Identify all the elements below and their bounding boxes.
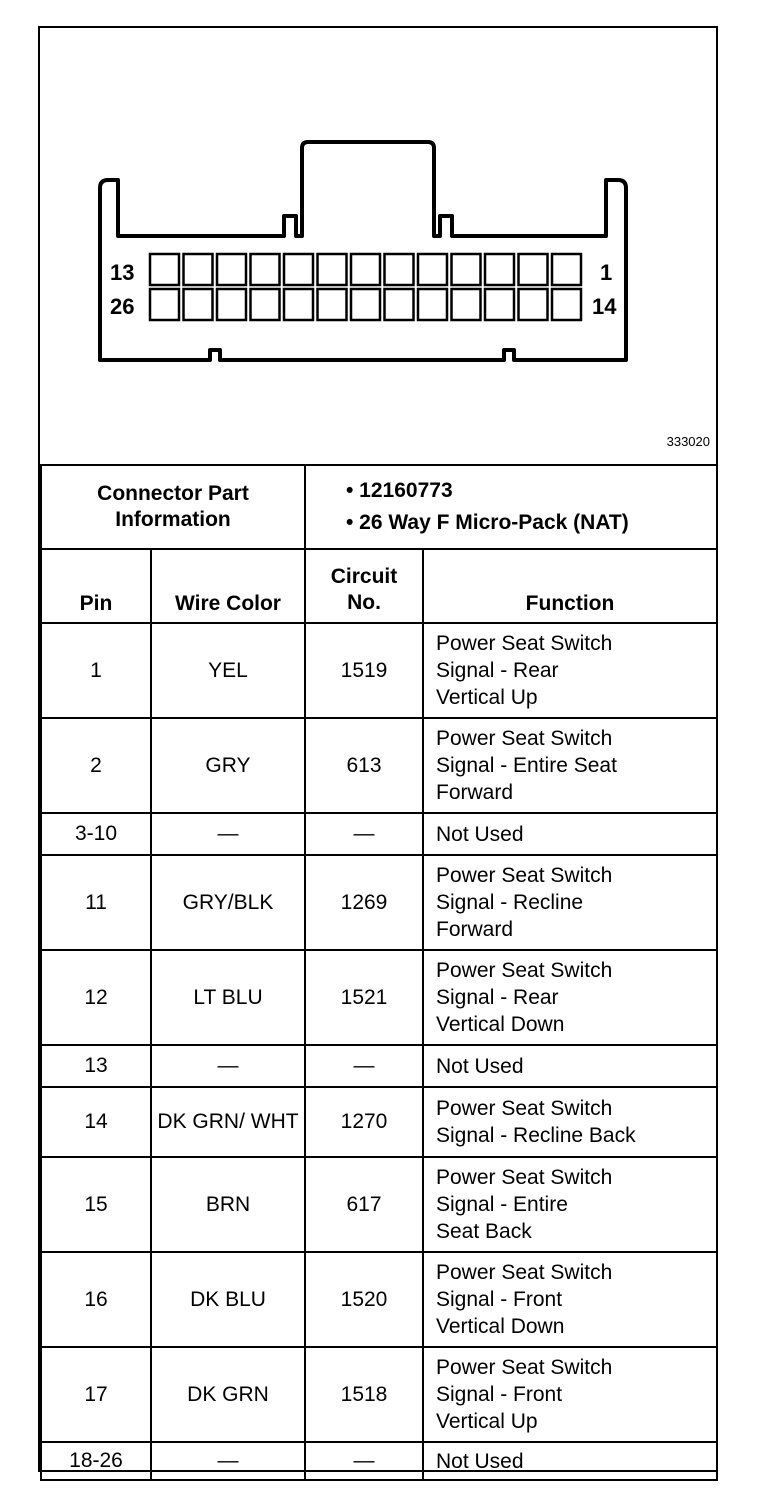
part-number: • 12160773	[346, 479, 453, 502]
wire-color-cell: —	[151, 1442, 305, 1480]
pin-cell: 2	[41, 718, 151, 813]
wire-color-cell: BRN	[151, 1157, 305, 1252]
function-line: Seat Back	[436, 1220, 532, 1243]
pinout-table	[40, 464, 718, 1481]
function-line: Vertical Down	[436, 1315, 565, 1338]
table-row	[41, 813, 717, 855]
function-cell	[423, 1087, 717, 1157]
circuit-cell: —	[305, 1045, 423, 1087]
function-line: Vertical Up	[436, 686, 538, 709]
pin-cavity	[385, 254, 414, 285]
function-cell	[423, 718, 717, 813]
wire-color-cell: LT BLU	[151, 950, 305, 1045]
pin-cavity	[452, 254, 481, 285]
pin-cell: 3-10	[41, 813, 151, 855]
pin-label-14: 14	[592, 294, 617, 319]
function-line: Not Used	[436, 822, 524, 846]
pin-cavity	[519, 254, 548, 285]
table-header	[41, 549, 717, 623]
figure-number: 333020	[666, 434, 710, 449]
function-cell	[423, 623, 717, 718]
function-cell	[423, 950, 717, 1045]
pin-cell: 11	[41, 855, 151, 950]
function-line: Vertical Down	[436, 1013, 565, 1036]
circuit-cell: 1519	[305, 623, 423, 718]
pin-cell: 1	[41, 623, 151, 718]
pin-cavity	[552, 254, 581, 285]
wire-color-cell: YEL	[151, 623, 305, 718]
part-info-label: Connector Part Information	[41, 465, 305, 549]
circuit-cell: 1270	[305, 1087, 423, 1157]
function-line: Signal - Rear	[436, 659, 559, 682]
circuit-cell: —	[305, 1442, 423, 1480]
function-line: Not Used	[436, 1449, 524, 1473]
function-cell	[423, 1045, 717, 1087]
circuit-cell: 1269	[305, 855, 423, 950]
function-line: Power Seat Switch	[436, 1166, 613, 1189]
pin-cavity	[385, 289, 414, 320]
connector-outline	[100, 142, 626, 360]
wire-color-cell: DK GRN/ WHT	[151, 1087, 305, 1157]
function-line: Signal - Front	[436, 1288, 563, 1311]
function-line: Signal - Recline	[436, 891, 584, 914]
function-line: Forward	[436, 781, 514, 804]
table-row	[41, 1252, 717, 1347]
function-line: Vertical Up	[436, 1410, 538, 1433]
pin-cavity	[418, 254, 447, 285]
pin-cavity	[284, 289, 313, 320]
function-cell	[423, 1157, 717, 1252]
pin-cavity	[184, 289, 213, 320]
pin-cavity	[351, 289, 380, 320]
circuit-cell: 1518	[305, 1347, 423, 1442]
pin-label-13: 13	[110, 260, 135, 285]
function-line: Power Seat Switch	[436, 632, 613, 655]
pin-cavity	[150, 254, 179, 285]
function-line: Power Seat Switch	[436, 864, 613, 887]
function-line: Power Seat Switch	[436, 727, 613, 750]
function-line: Signal - Entire Seat	[436, 754, 617, 777]
pin-label-26: 26	[110, 294, 135, 319]
function-line: Signal - Front	[436, 1383, 563, 1406]
function-cell	[423, 813, 717, 855]
pin-cavity	[251, 254, 280, 285]
circuit-cell: 613	[305, 718, 423, 813]
header-circuit: Circuit No.	[305, 549, 423, 623]
function-cell	[423, 1442, 717, 1480]
function-line: Power Seat Switch	[436, 1356, 613, 1379]
connector-sheet	[38, 26, 718, 1472]
pin-cavity	[485, 254, 514, 285]
table-row	[41, 855, 717, 950]
pin-cavity	[251, 289, 280, 320]
pin-cavity	[318, 289, 347, 320]
function-line: Signal - Rear	[436, 986, 559, 1009]
header-pin: Pin	[41, 549, 151, 623]
part-info	[305, 465, 717, 549]
table-row	[41, 1087, 717, 1157]
table-row	[41, 1347, 717, 1442]
pin-cell: 13	[41, 1045, 151, 1087]
function-cell	[423, 1252, 717, 1347]
pin-cavity	[452, 289, 481, 320]
function-line: Not Used	[436, 1054, 524, 1078]
pin-cavity	[217, 254, 246, 285]
table-row	[41, 1045, 717, 1087]
wire-color-cell: GRY/BLK	[151, 855, 305, 950]
circuit-cell: 1521	[305, 950, 423, 1045]
header-wire-color: Wire Color	[151, 549, 305, 623]
pin-cavity	[418, 289, 447, 320]
wire-color-cell: —	[151, 813, 305, 855]
table-row	[41, 1442, 717, 1480]
part-info-row	[41, 465, 717, 549]
pin-cavity	[318, 254, 347, 285]
connector-type: • 26 Way F Micro-Pack (NAT)	[346, 511, 629, 534]
circuit-cell: 617	[305, 1157, 423, 1252]
function-line: Power Seat Switch	[436, 1097, 613, 1120]
pin-cell: 17	[41, 1347, 151, 1442]
circuit-cell: —	[305, 813, 423, 855]
pin-cavity	[284, 254, 313, 285]
function-line: Signal - Recline Back	[436, 1124, 636, 1147]
function-line: Power Seat Switch	[436, 1261, 613, 1284]
pin-cell: 14	[41, 1087, 151, 1157]
connector-diagram	[40, 28, 716, 464]
pin-cavity	[351, 254, 380, 285]
wire-color-cell: GRY	[151, 718, 305, 813]
pin-cell: 16	[41, 1252, 151, 1347]
pin-cavity	[150, 289, 179, 320]
table-row	[41, 1157, 717, 1252]
function-cell	[423, 1347, 717, 1442]
pin-cavity	[552, 289, 581, 320]
function-line: Forward	[436, 918, 514, 941]
pin-cavity	[519, 289, 548, 320]
header-function: Function	[423, 549, 717, 623]
function-cell	[423, 855, 717, 950]
function-line: Signal - Entire	[436, 1193, 568, 1216]
pin-cell: 12	[41, 950, 151, 1045]
wire-color-cell: DK BLU	[151, 1252, 305, 1347]
pin-cavity	[184, 254, 213, 285]
wire-color-cell: DK GRN	[151, 1347, 305, 1442]
wire-color-cell: —	[151, 1045, 305, 1087]
table-row	[41, 623, 717, 718]
pin-cavity	[217, 289, 246, 320]
function-line: Power Seat Switch	[436, 959, 613, 982]
pin-cell: 18-26	[41, 1442, 151, 1480]
circuit-cell: 1520	[305, 1252, 423, 1347]
table-row	[41, 950, 717, 1045]
pin-cavity	[485, 289, 514, 320]
table-row	[41, 718, 717, 813]
pin-cell: 15	[41, 1157, 151, 1252]
pin-label-1: 1	[600, 260, 613, 285]
